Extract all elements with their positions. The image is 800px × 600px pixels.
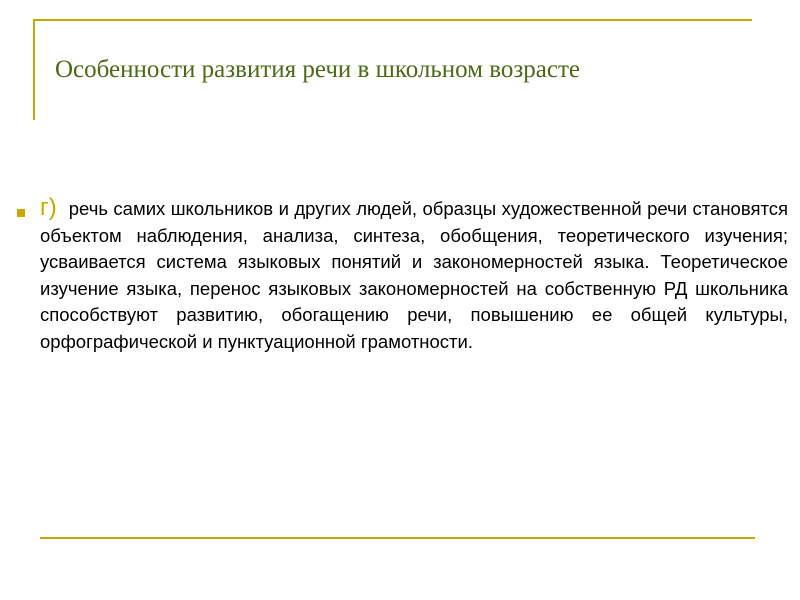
slide-title: Особенности развития речи в школьном возрасте [55, 56, 580, 83]
frame-bottom-rule [40, 537, 755, 539]
square-bullet-icon [17, 209, 25, 217]
list-marker: г) [40, 194, 57, 221]
body-paragraph [40, 196, 788, 356]
body-text: речь самих школьников и других людей, образцы художественной речи становятся объектом наблюдения, анализа, синтеза, обобщения, теоретического изучения; усваивается система языковых понятий и закономерностей языка. Теоретическое изучение языка, перенос языковых закономерностей на собственную РД школьника способствуют развитию, обогащению речи, повышению ее общей культуры, орфографической и пунктуационной грамотности. [40, 198, 788, 352]
